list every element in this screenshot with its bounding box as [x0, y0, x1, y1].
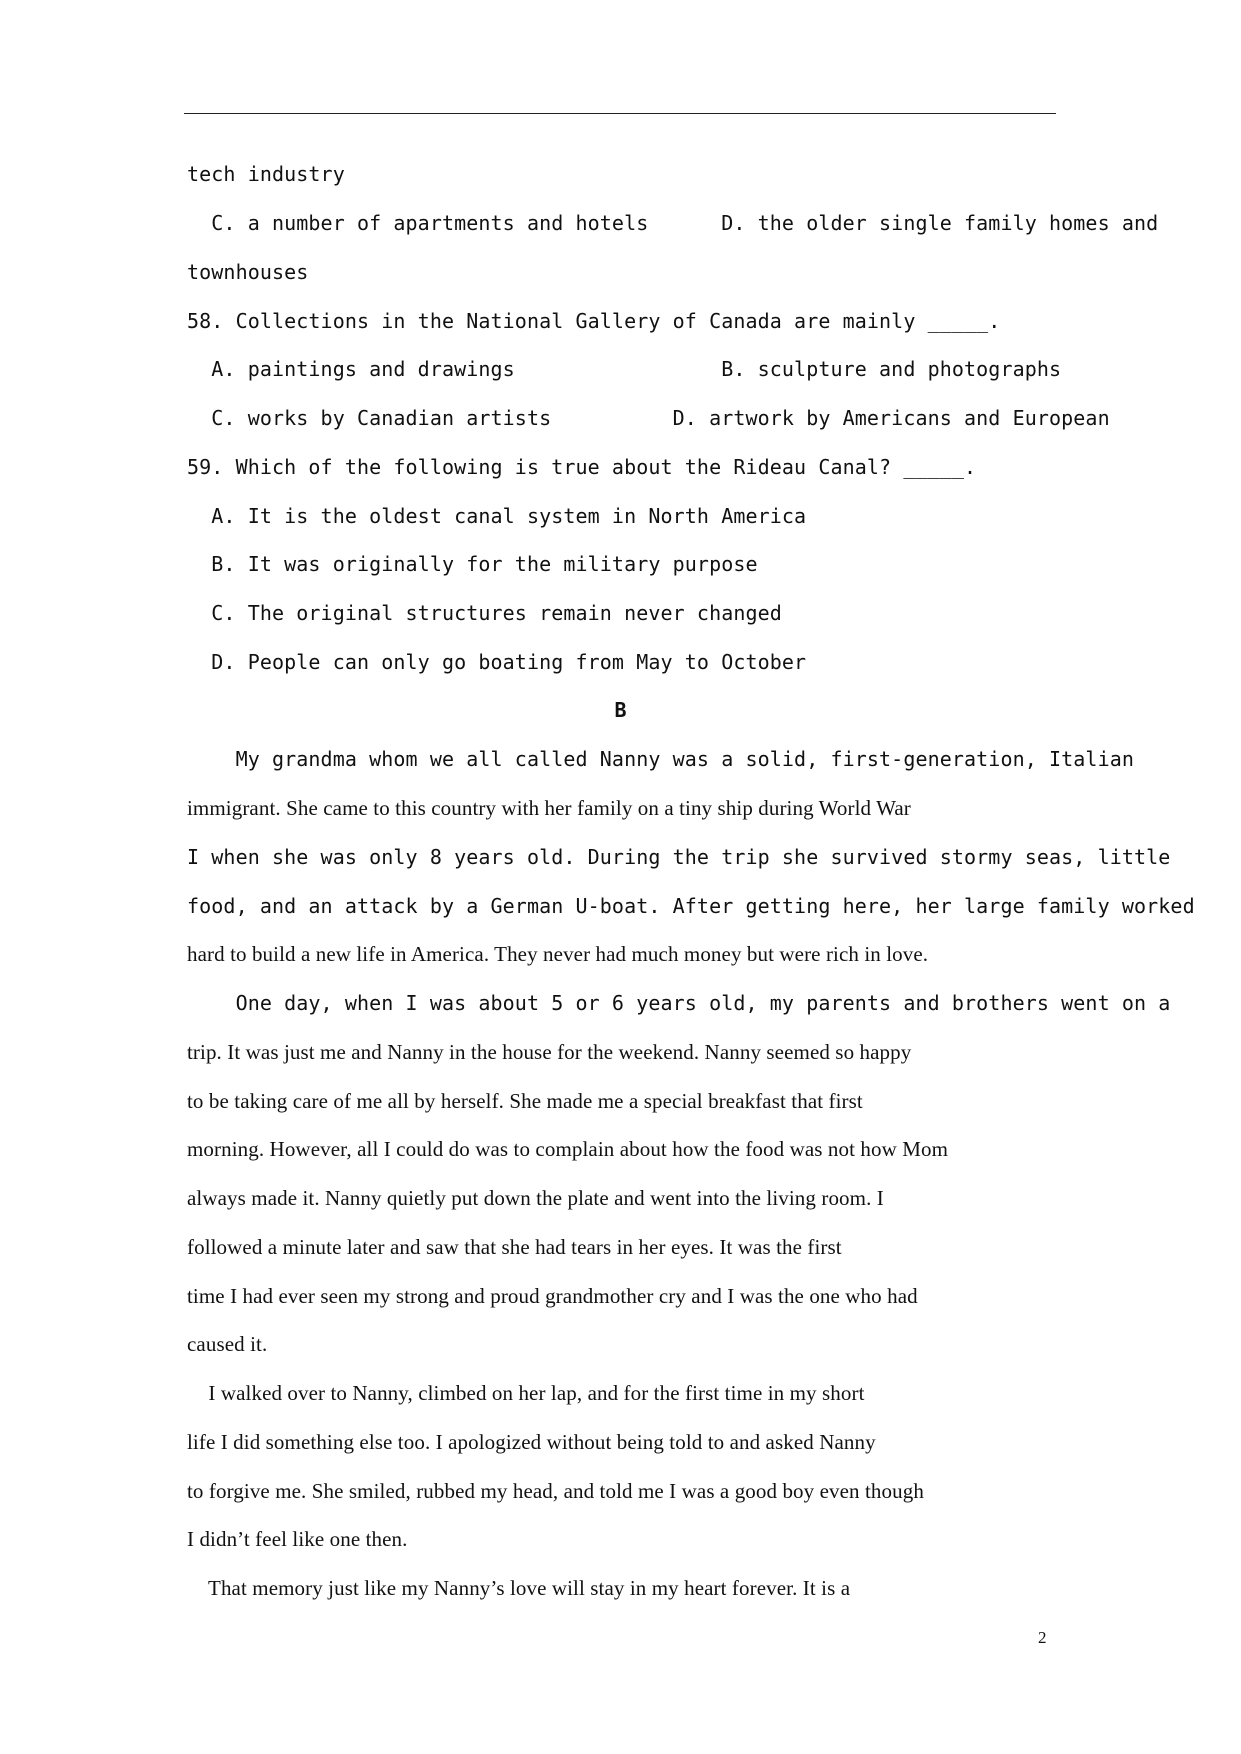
- passage-line: immigrant. She came to this country with her family on a tiny ship during World War: [187, 796, 911, 820]
- passage-line: That memory just like my Nanny’s love will stay in my heart forever. It is a: [187, 1576, 851, 1600]
- passage-line: caused it.: [187, 1332, 268, 1356]
- option-line: C. a number of apartments and hotels D. the older single family homes and: [187, 211, 1159, 235]
- option-line: D. People can only go boating from May to October: [187, 650, 807, 674]
- section-label: B: [614, 698, 627, 722]
- passage-line: trip. It was just me and Nanny in the house for the weekend. Nanny seemed so happy: [187, 1040, 912, 1064]
- question-59: 59. Which of the following is true about the Rideau Canal? _____.: [187, 455, 977, 479]
- passage-line: time I had ever seen my strong and proud grandmother cry and I was the one who had: [187, 1284, 918, 1308]
- option-line: A. paintings and drawings B. sculpture and photographs: [187, 357, 1062, 381]
- passage-line: followed a minute later and saw that she had tears in her eyes. It was the first: [187, 1235, 842, 1259]
- passage-line: I when she was only 8 years old. During the trip she survived stormy seas, little: [187, 845, 1171, 869]
- option-line: B. It was originally for the military purpose: [187, 552, 758, 576]
- option-line: C. works by Canadian artists D. artwork by Americans and European: [187, 406, 1110, 430]
- header-rule: [184, 113, 1056, 114]
- text-line: townhouses: [187, 260, 309, 284]
- passage-line: morning. However, all I could do was to complain about how the food was not how Mom: [187, 1137, 948, 1161]
- passage-line: always made it. Nanny quietly put down the plate and went into the living room. I: [187, 1186, 884, 1210]
- passage-line: One day, when I was about 5 or 6 years old, my parents and brothers went on a: [187, 991, 1171, 1015]
- text-line: tech industry: [187, 162, 345, 186]
- question-58: 58. Collections in the National Gallery of Canada are mainly _____.: [187, 309, 1001, 333]
- page-number: 2: [1038, 1628, 1047, 1647]
- passage-line: I walked over to Nanny, climbed on her lap, and for the first time in my short: [187, 1381, 865, 1405]
- passage-line: to be taking care of me all by herself. She made me a special breakfast that first: [187, 1089, 863, 1113]
- passage-line: life I did something else too. I apologized without being told to and asked Nanny: [187, 1430, 876, 1454]
- option-line: A. It is the oldest canal system in North America: [187, 504, 807, 528]
- passage-line: to forgive me. She smiled, rubbed my head, and told me I was a good boy even though: [187, 1479, 924, 1503]
- option-line: C. The original structures remain never changed: [187, 601, 782, 625]
- passage-line: food, and an attack by a German U-boat. After getting here, her large family worked: [187, 894, 1195, 918]
- passage-line: My grandma whom we all called Nanny was a solid, first-generation, Italian: [187, 747, 1134, 771]
- passage-line: hard to build a new life in America. They never had much money but were rich in love.: [187, 942, 929, 966]
- passage-line: I didn’t feel like one then.: [187, 1527, 408, 1551]
